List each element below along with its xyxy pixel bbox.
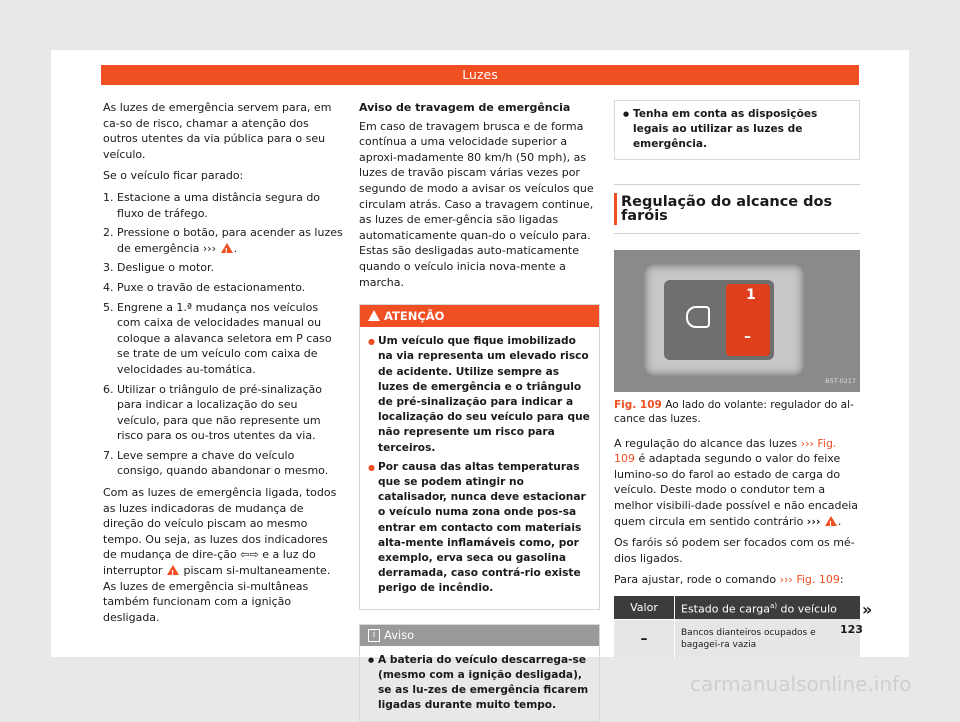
divider xyxy=(614,184,860,185)
note-item: ● A bateria do veículo descarrega-se (mesmo com a ignição desligada), se as lu-zes de emergência ficarem ligadas durante muito tempo. xyxy=(368,653,591,714)
column-1 xyxy=(103,100,343,631)
warning-item: ● Um veículo que fique imobilizado na via representa um elevado risco de acidente. Utilize sempre as luzes de emergência e o triângulo de pré-sinalização para indicar a localização do seu veículo para que não represente um risco para terceiros. xyxy=(368,334,591,456)
step-item: 6. Utilizar o triângulo de pré-sinalização para indicar a localização do seu veículo, para que não represente um risco para os ou-tros utentes da via. xyxy=(103,382,323,443)
outro-paragraph: Com as luzes de emergência ligada, todos as luzes indicadoras de mudança de direção do veículo piscam ao mesmo tempo. Ou seja, as luzes dos indicadores de mudança de dire-ção ⇦⇨ e a luz do interruptor ! piscam si-multaneamente. As luzes de emergência si-multâneas também funcionam com a ignição desligada. xyxy=(103,485,343,625)
continue-marker: » xyxy=(862,600,873,619)
table-header-valor: Valor xyxy=(614,596,675,620)
step-item: 4. Puxe o travão de estacionamento. xyxy=(103,280,306,294)
chapter-header: Luzes xyxy=(101,65,859,85)
intro-paragraph: As luzes de emergência servem para, em ca-so de risco, chamar a atenção dos outros utentes da via pública para o seu veículo. xyxy=(103,101,332,161)
warning-triangle-icon xyxy=(167,565,179,575)
warning-triangle-icon xyxy=(221,243,233,253)
step-item: 2. Pressione o botão, para acender as luzes de emergência ››› ! . xyxy=(103,225,343,256)
figure-link[interactable]: ››› Fig. 109 xyxy=(614,436,837,466)
table-header-estado: Estado de carga$^{a)}$ do veículo xyxy=(675,596,861,620)
legal-note-box xyxy=(614,100,860,160)
turn-signal-arrows-icon: ⇦⇨ xyxy=(240,548,259,562)
warning-triangle-icon xyxy=(368,310,380,321)
page-number: 123 xyxy=(840,623,863,636)
step-item: 3. Desligue o motor. xyxy=(103,261,215,275)
divider xyxy=(614,233,860,234)
section-heading: Aviso de travagem de emergência xyxy=(359,101,571,114)
warning-triangle-icon xyxy=(825,516,837,526)
warning-item: ● Por causa das altas temperaturas que se podem atingir no catalisador, nunca deve estacionar o veículo numa zona onde pos-sa entrar em contacto com materiais alta-mente inflamáveis como, por exemplo, erva seca ou gasolina derramada, caso contrá-rio existe perigo de incêndio. xyxy=(368,460,591,597)
steps-list xyxy=(103,190,343,479)
headlight-icon xyxy=(686,306,710,328)
figure-link[interactable]: ››› Fig. 109 xyxy=(779,573,840,587)
body-paragraph: A regulação do alcance das luzes ››› Fig. 109 é adaptada segundo o valor do feixe lumino-so do farol ao estado de carga do veículo. Deste modo o condutor tem a melhor visibili-dade possível e não encadeia quem circula em sentido contrário ››› ! . xyxy=(614,436,860,530)
note-box-header: i Aviso xyxy=(360,625,599,646)
table-row: – Bancos dianteiros ocupados e bagagei-ra vazia xyxy=(614,619,860,658)
body-paragraph: Para ajustar, rode o comando ››› Fig. 109: xyxy=(614,573,844,587)
figure-code: B5T-0217 xyxy=(825,377,856,386)
column-3 xyxy=(614,100,863,658)
warning-box-header: ATENÇÃO xyxy=(360,305,599,327)
warning-box xyxy=(359,304,600,609)
step-item: 7. Leve sempre a chave do veículo consigo, quando abandonar o mesmo. xyxy=(103,448,329,478)
note-box xyxy=(359,624,600,722)
column-2 xyxy=(359,100,600,722)
section-title: Regulação do alcance dos faróis xyxy=(614,193,860,225)
knob-label-top: 1 xyxy=(746,286,756,303)
figure-headlight-regulator xyxy=(614,250,860,392)
step-item: 5. Engrene a 1.ª mudança nos veículos com caixa de velocidades manual ou coloque a alavanca seletora em P caso se trate de um veículo com caixa de velocidades au-tomática. xyxy=(103,300,332,376)
lead-paragraph: Se o veículo ficar parado: xyxy=(103,169,244,183)
load-table xyxy=(614,596,863,658)
body-paragraph: Em caso de travagem brusca e de forma contínua a uma velocidade superior a aproxi-madamente 80 km/h (50 mph), as luzes de travão piscam várias vezes por segundo de modo a avisar os veículos que circulam atrás. Caso a travagem continue, as luzes de emer-gência são ligadas automaticamente quan-do o veículo para. Estas são desligadas auto-maticamente quando o veículo inicia nova-mente a marcha. xyxy=(359,119,594,289)
info-icon: i xyxy=(368,629,380,642)
body-paragraph: Os faróis só podem ser focados com os mé-dios ligados. xyxy=(614,536,855,565)
knob-label-bottom: – xyxy=(744,328,751,345)
figure-caption: Fig. 109 Ao lado do volante: regulador do al-cance das luzes. xyxy=(614,398,854,425)
step-item: 1. Estacione a uma distância segura do fluxo de tráfego. xyxy=(103,190,321,220)
legal-note-item: ● Tenha em conta as disposições legais ao utilizar as luzes de emergência. xyxy=(623,107,851,153)
watermark: carmanualsonline.info xyxy=(690,672,912,696)
